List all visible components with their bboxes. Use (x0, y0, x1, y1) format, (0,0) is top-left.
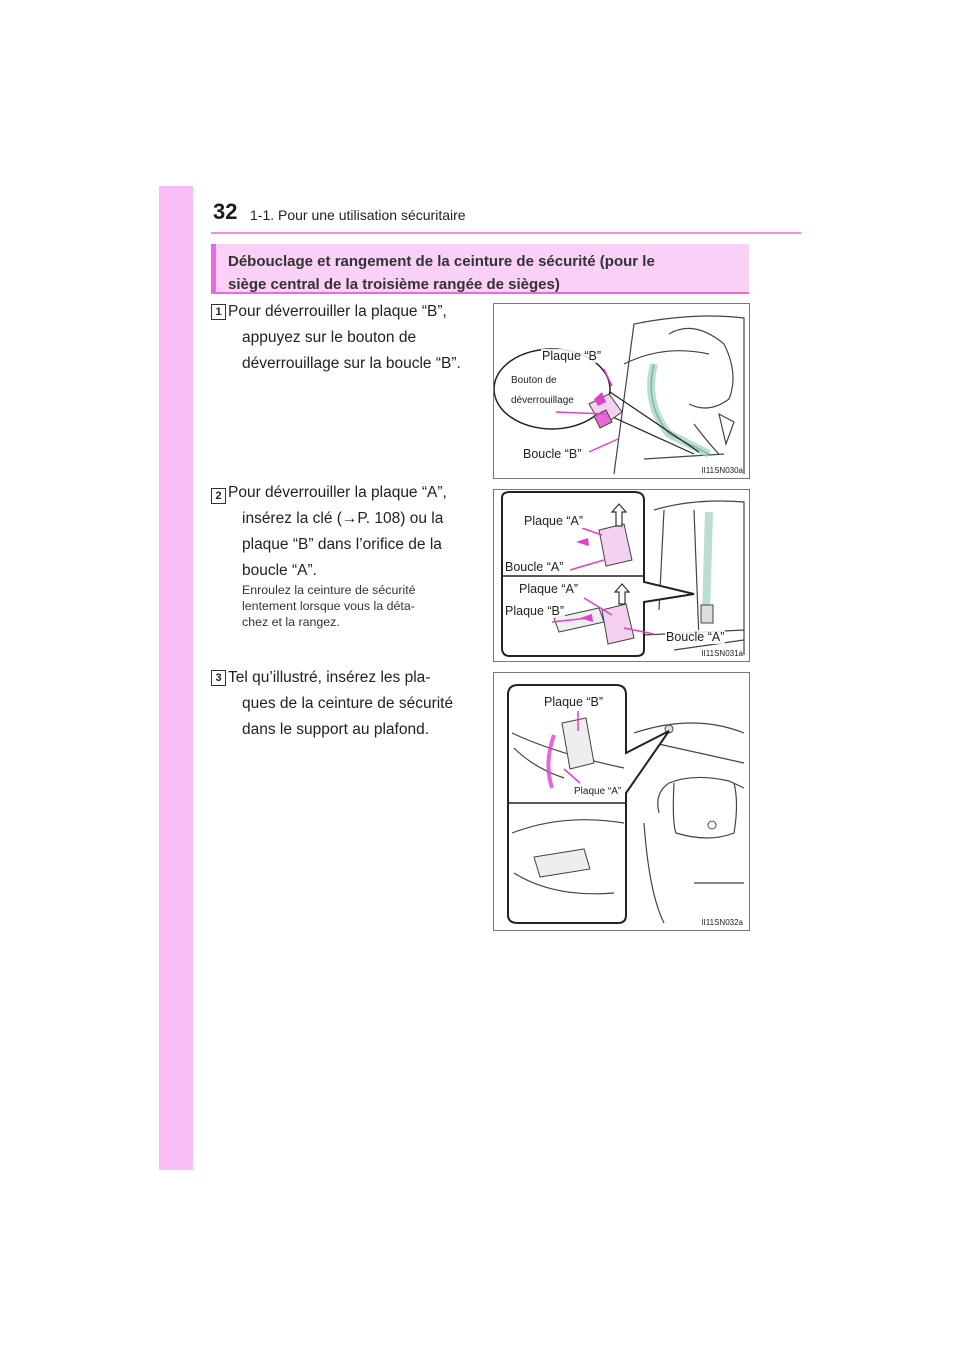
section-heading (211, 244, 749, 294)
step-1-line-3: déverrouillage sur la boucle “B”. (242, 355, 461, 372)
label-plate-a: Plaque “A” (574, 786, 622, 797)
step-1-line-1: Pour déverrouiller la plaque “B”, (228, 303, 447, 320)
page-number: 32 (213, 199, 238, 224)
figure-release-plate-a (493, 489, 750, 662)
label-release-button-2: déverrouillage (511, 395, 574, 406)
step-3-line-1: Tel qu’illustré, insérez les pla- (228, 669, 431, 686)
step-number-3: 3 (211, 670, 226, 686)
header-rule (211, 232, 801, 234)
step-2-note-line-1: Enroulez la ceinture de sécurité (242, 583, 416, 597)
section-title-line-1: Débouclage et rangement de la ceinture de sécurité (pour le (228, 253, 655, 270)
step-number-1: 1 (211, 304, 226, 320)
label-plate-b: Plaque “B” (542, 349, 602, 363)
label-plate-b: Plaque “B” (505, 604, 565, 618)
section-title-line-2: siège central de la troisième rangée de sièges) (228, 276, 560, 293)
label-release-button-1: Bouton de (511, 375, 557, 386)
chapter-title: 1-1. Pour une utilisation sécuritaire (250, 207, 466, 223)
label-plate-b: Plaque “B” (544, 695, 604, 709)
step-2-line-1: Pour déverrouiller la plaque “A”, (228, 484, 447, 501)
figure-code: II11SN030a (701, 466, 743, 475)
step-2-note-line-3: chez et la rangez. (242, 615, 340, 629)
label-buckle-a-right: Boucle “A” (666, 630, 725, 644)
step-1-line-2: appuyez sur le bouton de (242, 329, 417, 346)
detail-callout (508, 685, 669, 923)
label-plate-a-top: Plaque “A” (524, 514, 584, 528)
step-2-line-3: plaque “B” dans l’orifice de la (242, 536, 442, 553)
side-band (159, 186, 193, 1170)
figure-3-illustration (494, 673, 749, 930)
step-3-text (228, 665, 476, 743)
figure-code: II11SN032a (701, 918, 743, 927)
label-plate-a-bottom: Plaque “A” (519, 582, 579, 596)
label-buckle-b: Boucle “B” (523, 447, 582, 461)
step-3-line-3: dans le support au plafond. (242, 721, 429, 738)
figure-stow-plates (493, 672, 750, 931)
step-2-note (242, 582, 476, 630)
step-3-line-2: ques de la ceinture de sécurité (242, 695, 454, 712)
step-2-line-2: insérez la clé (→P. 108) ou la (242, 510, 444, 527)
figure-code: II11SN031a (701, 649, 743, 658)
step-1-text (228, 299, 476, 377)
step-2-text (228, 480, 476, 584)
label-buckle-a-top: Boucle “A” (505, 560, 564, 574)
figure-release-plate-b (493, 303, 750, 479)
step-2-note-line-2: lentement lorsque vous la déta- (242, 599, 415, 613)
step-number-2: 2 (211, 488, 226, 504)
step-2-line-4: boucle “A”. (242, 562, 317, 579)
